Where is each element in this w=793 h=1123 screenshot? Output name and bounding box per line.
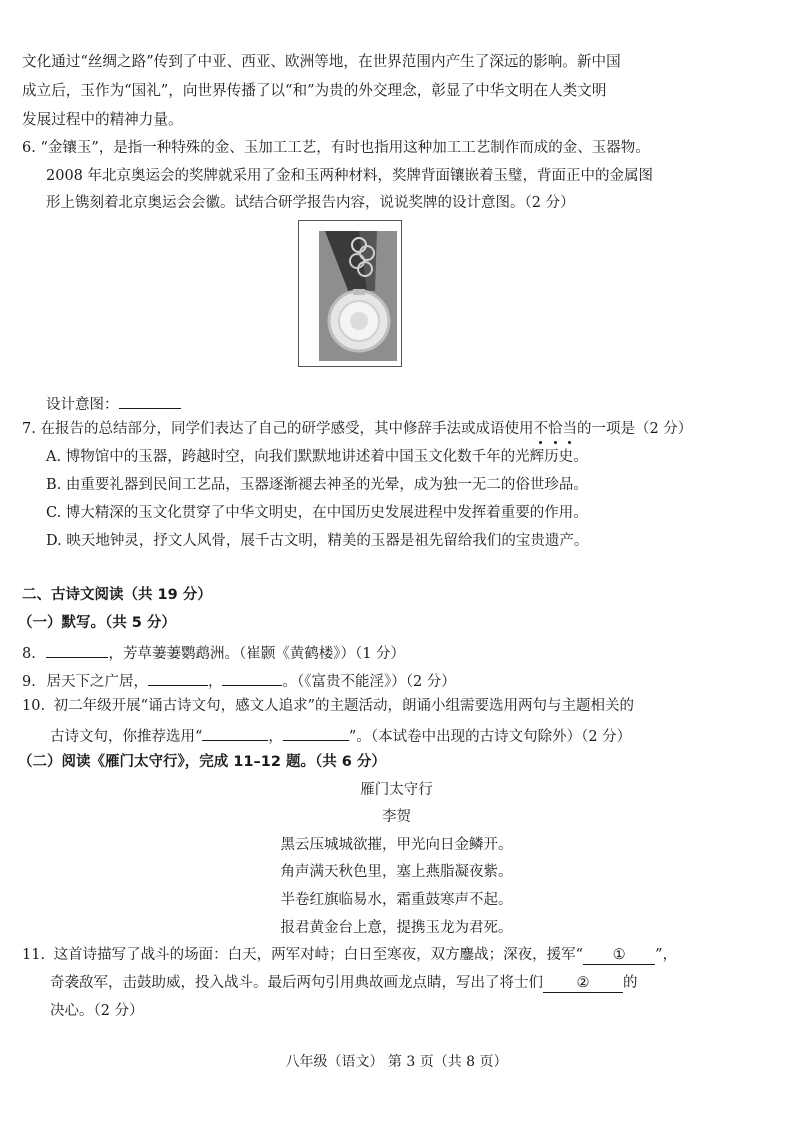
q9-blank-1[interactable] xyxy=(148,669,208,686)
poem-author: 李贺 xyxy=(382,809,411,825)
q11-line-3: 决心。（2 分） xyxy=(50,1003,144,1019)
q11-text-1a: 这首诗描写了战斗的场面：白天，两军对峙；白日至寒夜，双方鏖战；深夜，援军“ xyxy=(53,947,584,963)
q9-sep: ， xyxy=(207,674,223,690)
q10-text-2b: ”。（本试卷中出现的古诗文句除外）（2 分） xyxy=(348,729,632,745)
q7-stem xyxy=(22,419,692,439)
q10-sep: ， xyxy=(268,729,283,745)
medal-illustration xyxy=(319,231,397,361)
q7-emphasis-1: 不 xyxy=(533,421,548,437)
page-footer: 八年级（语文） 第 3 页（共 8 页） xyxy=(285,1054,508,1070)
q11-blank-2[interactable]: ② xyxy=(543,974,623,993)
poem-line-1: 黑云压城城欲摧，甲光向日金鳞开。 xyxy=(280,837,513,853)
q11-text-1b: ”， xyxy=(655,947,678,963)
q11-line-2 xyxy=(50,973,638,993)
q6-answer-label-line xyxy=(46,392,181,415)
q7-option-b[interactable]: B. 由重要礼器到民间工艺品，玉器逐渐褪去神圣的光晕，成为独一无二的俗世珍品。 xyxy=(46,477,588,493)
q7-stem-a: 7. 在报告的总结部分，同学们表达了自己的研学感受，其中修辞手法或成语使用 xyxy=(22,421,534,437)
q10-blank-1[interactable] xyxy=(202,724,268,741)
q8-blank[interactable] xyxy=(46,641,108,658)
poem-title: 雁门太守行 xyxy=(360,782,433,798)
q9 xyxy=(22,669,456,692)
q7-option-a[interactable]: A. 博物馆中的玉器，跨越时空，向我们默默地讲述着中国玉文化数千年的光辉历史。 xyxy=(46,449,588,465)
section2-title: 二、古诗文阅读（共 19 分） xyxy=(22,587,212,603)
q11-text-2a: 奇袭敌军，击鼓助威，投入战斗。最后两句引用典故画龙点睛，写出了将士们 xyxy=(50,975,543,991)
q7-option-d[interactable]: D. 映天地钟灵，抒文人风骨，展千古文明，精美的玉器是祖先留给我们的宝贵遗产。 xyxy=(46,533,589,549)
medal-photo xyxy=(319,231,397,361)
q10-blank-2[interactable] xyxy=(283,724,349,741)
q7-option-c[interactable]: C. 博大精深的玉文化贯穿了中华文明史，在中国历史发展进程中发挥着重要的作用。 xyxy=(46,505,588,521)
q8 xyxy=(22,641,405,664)
q11-text-2b: 的 xyxy=(623,975,638,991)
q6-answer-blank[interactable] xyxy=(119,392,181,409)
q11-number: 11. xyxy=(22,947,46,963)
q6-line-2: 2008 年北京奥运会的奖牌就采用了金和玉两种材料，奖牌背面镶嵌着玉璧，背面正中的金属图 xyxy=(46,168,654,184)
q11-line-1 xyxy=(22,945,677,965)
q8-number: 8. xyxy=(22,646,36,662)
poem-line-2: 角声满天秋色里，塞上燕脂凝夜紫。 xyxy=(280,864,513,880)
q7-stem-b: 的一项是（2 分） xyxy=(576,421,693,437)
q11-blank-1[interactable]: ① xyxy=(583,946,655,965)
q10-text-2a: 古诗文句，你推荐选用“ xyxy=(50,729,203,745)
q10-text-1: 初二年级开展“诵古诗文句，感文人追求”的主题活动，朗诵小组需要选用两句与主题相关的 xyxy=(53,698,634,714)
q10-number: 10. xyxy=(22,698,46,714)
q10-line-2 xyxy=(50,724,631,747)
poem-line-3: 半卷红旗临易水，霜重鼓寒声不起。 xyxy=(280,892,513,908)
intro-line-1: 文化通过“丝绸之路”传到了中亚、西亚、欧洲等地，在世界范围内产生了深远的影响。新中国 xyxy=(22,53,621,70)
section2-part2: （二）阅读《雁门太守行》，完成 11–12 题。（共 6 分） xyxy=(18,754,386,770)
q6-answer-label: 设计意图： xyxy=(46,397,119,413)
q9-text-a: 居天下之广居， xyxy=(46,674,148,690)
q6-line-1: 6. “金镶玉”，是指一种特殊的金、玉加工工艺，有时也指用这种加工工艺制作而成的金、玉器物。 xyxy=(22,140,650,156)
q9-blank-2[interactable] xyxy=(222,669,282,686)
intro-line-3: 发展过程中的精神力量。 xyxy=(22,111,183,128)
q9-number: 9. xyxy=(22,674,36,690)
section2-part1: （一）默写。（共 5 分） xyxy=(18,615,176,631)
q7-emphasis-2: 恰 xyxy=(547,421,563,437)
poem-line-4: 报君黄金台上意，提携玉龙为君死。 xyxy=(280,920,513,936)
q8-text: ，芳草萋萋鹦鹉洲。（崔颢《黄鹤楼》）（1 分） xyxy=(108,646,406,662)
q9-text-b: 。（《富贵不能淫》）（2 分） xyxy=(282,674,456,690)
q6-line-3: 形上镌刻着北京奥运会会徽。试结合研学报告内容，说说奖牌的设计意图。（2 分） xyxy=(46,195,575,211)
q7-emphasis-3: 当 xyxy=(562,421,577,437)
intro-line-2: 成立后，玉作为“国礼”，向世界传播了以“和”为贵的外交理念，彰显了中华文明在人类文明 xyxy=(22,82,607,99)
q10-line-1 xyxy=(22,696,634,716)
